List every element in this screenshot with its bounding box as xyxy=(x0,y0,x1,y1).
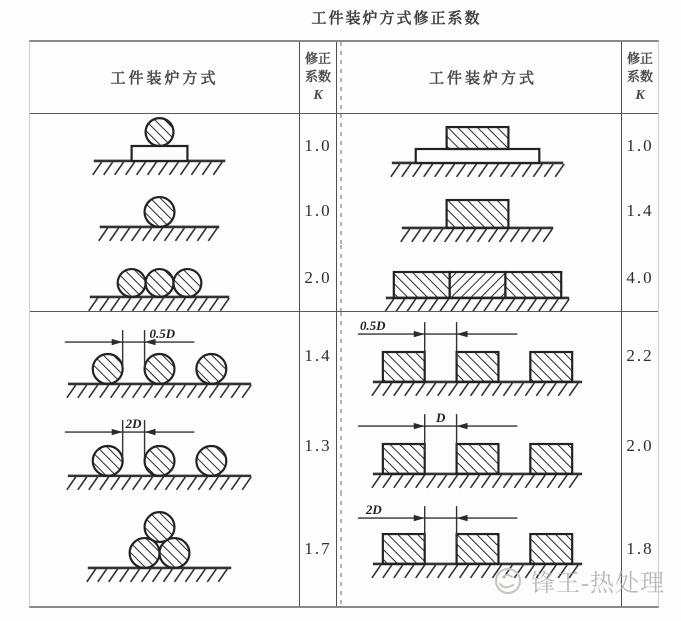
k-value: 2.0 xyxy=(626,436,654,455)
center-fold-divider xyxy=(337,312,345,400)
coef-symbol: K xyxy=(635,87,645,103)
diagram-circle-on-block xyxy=(30,114,299,177)
k-cell-left-row5 xyxy=(300,400,337,492)
diagram-cell-right-row5 xyxy=(345,400,622,492)
k-value: 1.4 xyxy=(626,201,654,220)
k-value: 1.0 xyxy=(304,135,332,155)
coef-label-line2: 系数 xyxy=(304,68,331,84)
diagram-cell-left-row1 xyxy=(30,114,300,177)
diagram-cell-right-row4 xyxy=(345,312,622,400)
header-coef-right xyxy=(622,42,658,114)
k-cell-right-row3 xyxy=(622,245,658,312)
center-fold-divider xyxy=(337,177,345,245)
header-coef-left xyxy=(300,42,337,114)
k-cell-left-row6 xyxy=(300,492,337,606)
k-cell-right-row6 xyxy=(622,492,658,606)
diagram-circles-pyramid xyxy=(30,492,299,606)
k-value: 4.0 xyxy=(626,268,654,287)
coef-symbol: K xyxy=(313,87,323,103)
diagram-rect-on-ground xyxy=(345,177,621,245)
center-fold-divider xyxy=(337,42,345,114)
k-cell-right-row5 xyxy=(622,400,658,492)
k-cell-right-row1 xyxy=(622,114,658,177)
diagram-cell-left-row3 xyxy=(30,245,300,312)
center-fold-divider xyxy=(337,114,345,177)
k-cell-left-row1 xyxy=(300,114,337,177)
dimension-label: D xyxy=(435,410,446,426)
k-value: 1.0 xyxy=(626,135,654,155)
diagram-cell-right-row1 xyxy=(345,114,622,177)
diagram-cell-right-row2 xyxy=(345,177,622,245)
k-cell-left-row3 xyxy=(300,245,337,312)
diagram-rect-on-plate xyxy=(345,114,621,177)
k-cell-left-row4 xyxy=(300,312,337,400)
k-value: 1.3 xyxy=(304,436,332,455)
diagram-cell-left-row5 xyxy=(30,400,300,492)
k-value: 1.7 xyxy=(304,539,332,558)
k-value: 2.2 xyxy=(626,346,654,365)
diagram-cell-right-row3 xyxy=(345,245,622,312)
diagram-circle-on-ground xyxy=(30,177,299,245)
diagram-three-rects-spaced xyxy=(345,400,621,492)
coef-label-line1: 修正 xyxy=(304,50,331,66)
diagram-three-circles-spaced xyxy=(30,312,299,400)
center-fold-divider xyxy=(337,492,345,606)
k-cell-right-row4 xyxy=(622,312,658,400)
header-method-left-label: 工件装炉方式 xyxy=(110,70,219,87)
dimension-label: 2D xyxy=(365,502,382,518)
k-value: 1.8 xyxy=(626,539,654,558)
diagram-three-rects-spaced xyxy=(345,312,621,400)
diagram-three-circles-spaced xyxy=(30,400,299,492)
header-method-right xyxy=(345,42,622,114)
page-title: 工件装炉方式修正系数 xyxy=(311,10,482,27)
diagram-cell-left-row6 xyxy=(30,492,300,606)
diagram-three-rects-spaced xyxy=(345,492,621,606)
correction-table xyxy=(29,40,659,608)
dimension-label: 0.5D xyxy=(149,326,176,342)
center-fold-divider xyxy=(337,245,345,312)
k-value: 1.4 xyxy=(304,346,332,365)
watermark-text: 锋王-热处理 xyxy=(531,571,665,597)
center-fold-divider xyxy=(337,400,345,492)
coef-label-line1: 修正 xyxy=(626,50,653,66)
diagram-cell-left-row4 xyxy=(30,312,300,400)
diagram-cell-right-row6 xyxy=(345,492,622,606)
dimension-label: 2D xyxy=(125,416,142,432)
k-cell-left-row2 xyxy=(300,177,337,245)
dimension-label: 0.5D xyxy=(359,318,386,334)
k-value: 1.0 xyxy=(304,201,332,220)
k-cell-right-row2 xyxy=(622,177,658,245)
header-method-right-label: 工件装炉方式 xyxy=(428,70,537,87)
header-method-left xyxy=(30,42,300,114)
diagram-cell-left-row2 xyxy=(30,177,300,245)
diagram-three-rects-touching xyxy=(345,245,621,312)
coef-label-line2: 系数 xyxy=(626,68,653,84)
k-value: 2.0 xyxy=(304,268,332,287)
diagram-three-circles-touching xyxy=(30,245,299,312)
